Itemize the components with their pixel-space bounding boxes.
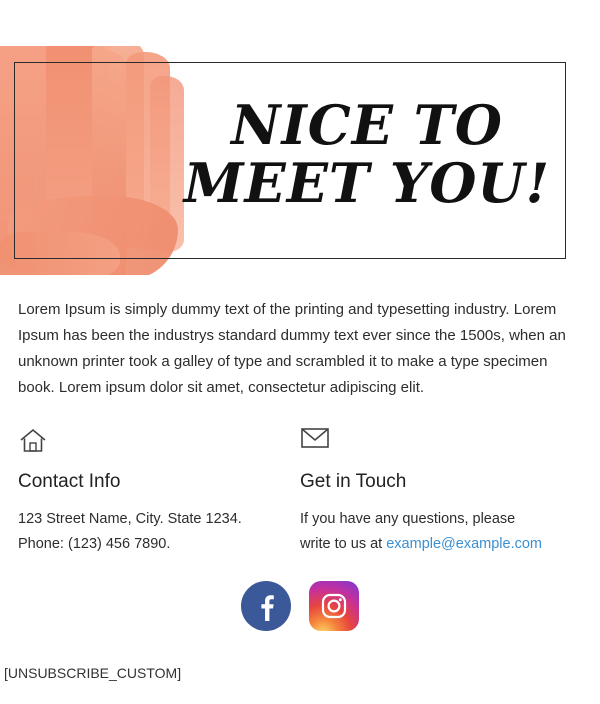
intro-paragraph: Lorem Ipsum is simply dummy text of the printing and typesetting industry. Lorem Ipsum has been the industrys standard dummy text ever since the 1500s, when an unknown printer took a galley of type and scrambled it to make a type specimen book. Lorem ipsum dolor sit amet, consectetur adipiscing elit. (18, 301, 566, 396)
contact-phone-line: Phone: (123) 456 7890. (18, 536, 171, 552)
contact-info-text (18, 507, 282, 557)
get-in-touch-line-2 (300, 532, 564, 557)
hero-title-line-2: MEET YOU! (183, 151, 551, 215)
get-in-touch-text (300, 507, 564, 557)
get-in-touch-title: Get in Touch (300, 471, 407, 492)
get-in-touch-column (300, 425, 582, 557)
facebook-icon[interactable] (241, 581, 291, 631)
unsubscribe-footer[interactable]: [UNSUBSCRIBE_CUSTOM] (4, 665, 182, 681)
hero-title (172, 93, 562, 215)
hero-title-line-1: NICE TO (231, 93, 503, 157)
contact-info-title: Contact Info (18, 471, 121, 492)
top-spacer (0, 0, 600, 46)
home-icon (18, 425, 282, 459)
social-links (0, 557, 600, 631)
hero-inner (0, 46, 588, 275)
hero-banner (0, 46, 588, 275)
get-in-touch-line-2-prefix: write to us at (300, 536, 387, 552)
info-columns (0, 401, 600, 557)
get-in-touch-line-1: If you have any questions, please (300, 511, 516, 527)
contact-address-line: 123 Street Name, City. State 1234. (18, 511, 242, 527)
instagram-icon[interactable] (309, 581, 359, 631)
contact-info-column (18, 425, 300, 557)
email-link[interactable]: example@example.com (386, 536, 542, 552)
envelope-icon (300, 425, 564, 459)
